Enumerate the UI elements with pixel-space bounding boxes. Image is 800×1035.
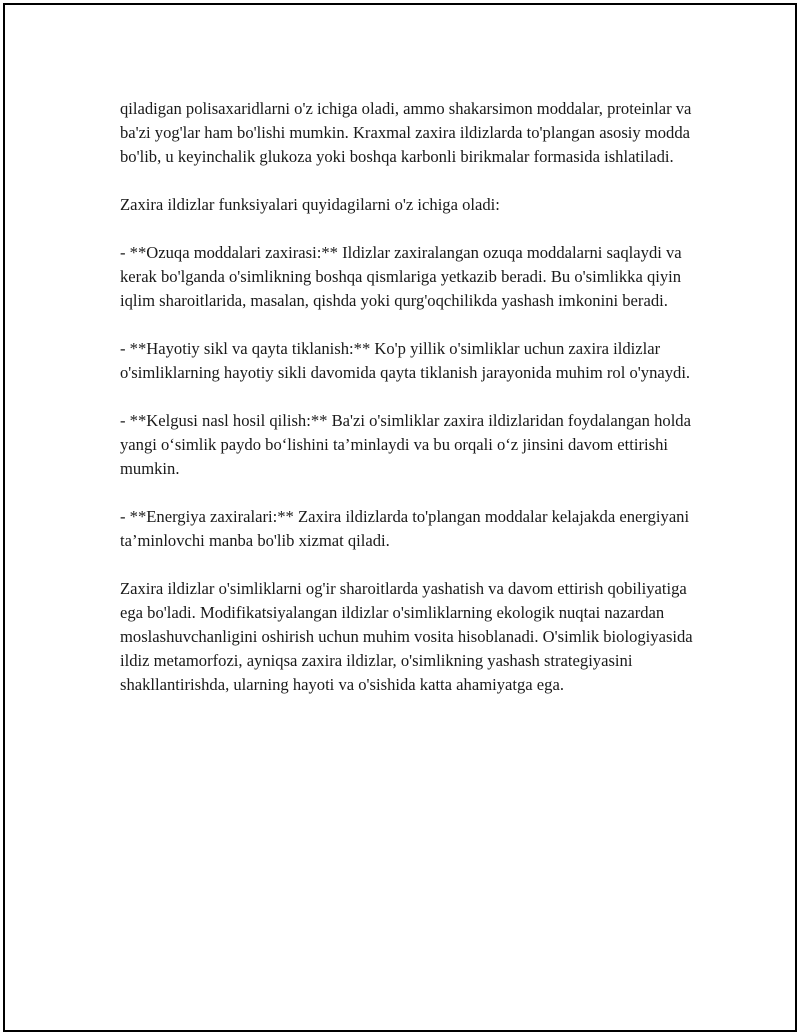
list-item-offspring: - **Kelgusi nasl hosil qilish:** Ba'zi o'simliklar zaxira ildizlaridan foydalangan holda yangi o‘simlik paydo bo‘lishini ta’minlaydi va bu orqali o‘z jinsini davom ettirishi mumkin. — [120, 411, 691, 478]
paragraph-functions-heading: Zaxira ildizlar funksiyalari quyidagilarni o'z ichiga oladi: — [120, 195, 500, 214]
paragraph-intro: qiladigan polisaxaridlarni o'z ichiga oladi, ammo shakarsimon moddalar, proteinlar va ba'zi yog'lar ham bo'lishi mumkin. Kraxmal zaxira ildizlarda to'plangan asosiy modda bo'lib, u keyinchalik glukoza yoki boshqa karbonli birikmalar formasida ishlatiladi. — [120, 99, 692, 166]
list-item-energy-reserves: - **Energiya zaxiralari:** Zaxira ildizlarda to'plangan moddalar kelajakda energiyani ta’minlovchi manba bo'lib xizmat qiladi. — [120, 507, 690, 550]
document-page — [3, 3, 797, 1032]
document-body — [120, 97, 695, 721]
paragraph-conclusion: Zaxira ildizlar o'simliklarni og'ir sharoitlarda yashatish va davom ettirish qobiliyatiga ega bo'ladi. Modifikatsiyalangan ildizlar o'simliklarning ekologik nuqtai nazardan moslashuvchanligini oshirish uchun muhim vosita hisoblanadi. O'simlik biologiyasida ildiz metamorfozi, ayniqsa zaxira ildizlar, o'simlikning yashash strategiyasini shakllantirishda, ularning hayoti va o'sishida katta ahamiyatga ega. — [120, 579, 693, 694]
list-item-life-cycle: - **Hayotiy sikl va qayta tiklanish:** Ko'p yillik o'simliklar uchun zaxira ildizlar o'simliklarning hayotiy sikli davomida qayta tiklanish jarayonida muhim rol o'ynaydi. — [120, 339, 691, 382]
list-item-nutrient-storage: - **Ozuqa moddalari zaxirasi:** Ildizlar zaxiralangan ozuqa moddalarni saqlaydi va kerak bo'lganda o'simlikning boshqa qismlariga yetkazib beradi. Bu o'simlikka qiyin iqlim sharoitlarida, masalan, qishda yoki qurg'oqchilikda yashash imkonini beradi. — [120, 243, 682, 310]
